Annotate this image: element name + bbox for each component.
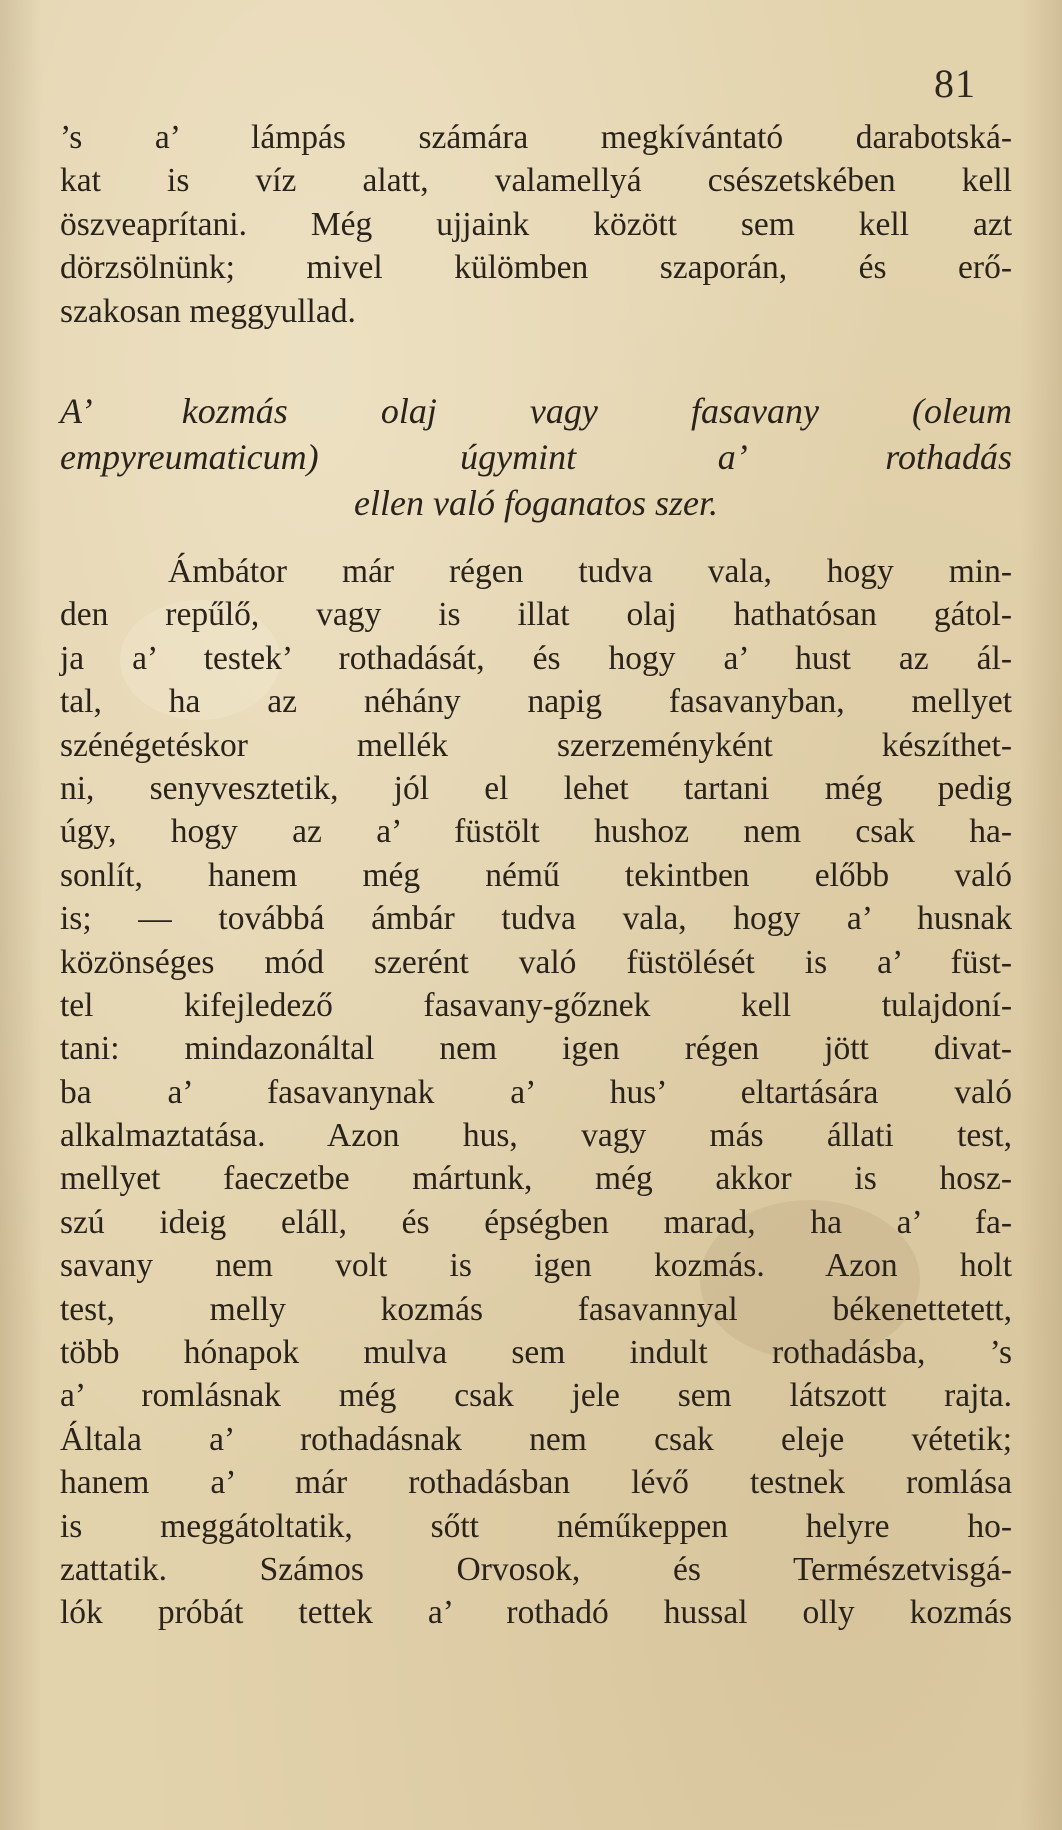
text-line: tel kifejledező fasavany-gőznek kell tulajdoní-: [60, 986, 1012, 1024]
page-number: 81: [934, 61, 976, 106]
heading-line: empyreumaticum) úgymint a’ rothadás: [60, 437, 1012, 477]
heading-line: ellen való foganatos szer.: [354, 483, 718, 523]
section-heading: [60, 388, 1012, 526]
text-line: kat is víz alatt, valamellyá csészetskében kell: [60, 162, 1012, 200]
text-line: hanem a’ már rothadásban lévő testnek romlása: [60, 1464, 1012, 1502]
text-line: ’s a’ lámpás számára megkívántató darabotská-: [60, 119, 1012, 156]
text-line: úgy, hogy az a’ füstölt hushoz nem csak ha-: [60, 813, 1012, 851]
text-line: lók próbát tettek a’ rothadó hussal olly kozmás: [60, 1594, 1012, 1632]
text-line: közönséges mód szerént való füstölését is a’ füst-: [60, 943, 1012, 981]
text-line: alkalmaztatása. Azon hus, vagy más állati test,: [60, 1117, 1012, 1155]
heading-line: A’ kozmás olaj vagy fasavany (oleum: [60, 391, 1012, 431]
text-line: ja a’ testek’ rothadását, és hogy a’ hust az ál-: [60, 639, 1012, 677]
text-line: test, melly kozmás fasavannyal békenettetett,: [60, 1290, 1012, 1328]
text-line: szakosan meggyullad.: [60, 292, 356, 330]
text-line: sonlít, hanem még némű tekintben előbb való: [60, 856, 1012, 894]
text-line: tal, ha az néhány napig fasavanyban, mellyet: [60, 683, 1012, 721]
body-paragraph: [60, 550, 1012, 1635]
text-line: szú ideig eláll, és épségben marad, ha a’ fa-: [60, 1203, 1012, 1241]
text-line: zattatik. Számos Orvosok, és Természetvisgá-: [60, 1550, 1012, 1588]
text-line: több hónapok mulva sem indult rothadásba, ’s: [60, 1334, 1012, 1372]
text-line: Általa a’ rothadásnak nem csak eleje vétetik;: [60, 1420, 1012, 1458]
text-line: is meggátoltatik, sőtt néműkeppen helyre ho-: [60, 1507, 1012, 1545]
text-line: savany nem volt is igen kozmás. Azon holt: [60, 1247, 1012, 1285]
text-line: den repűlő, vagy is illat olaj hathatósan gátol-: [60, 596, 1012, 634]
text-line: öszveaprítani. Még ujjaink között sem kell azt: [60, 205, 1012, 243]
text-line: ba a’ fasavanynak a’ hus’ eltartására való: [60, 1073, 1012, 1111]
text-line: mellyet faeczetbe mártunk, még akkor is hosz-: [60, 1160, 1012, 1198]
text-line: is; — továbbá ámbár tudva vala, hogy a’ husnak: [60, 900, 1012, 938]
text-line: szénégetéskor mellék szerzeményként készíthet-: [60, 726, 1012, 764]
text-line: tani: mindazonáltal nem igen régen jött divat-: [60, 1030, 1012, 1068]
text-line: Ámbátor már régen tudva vala, hogy min-: [168, 553, 1012, 590]
text-line: a’ romlásnak még csak jele sem látszott rajta.: [60, 1377, 1012, 1415]
text-line: ni, senyvesztetik, jól el lehet tartani még pedig: [60, 769, 1012, 807]
intro-paragraph: [60, 116, 1012, 333]
text-line: dörzsölnünk; mivel külömben szaporán, és erő-: [60, 249, 1012, 287]
